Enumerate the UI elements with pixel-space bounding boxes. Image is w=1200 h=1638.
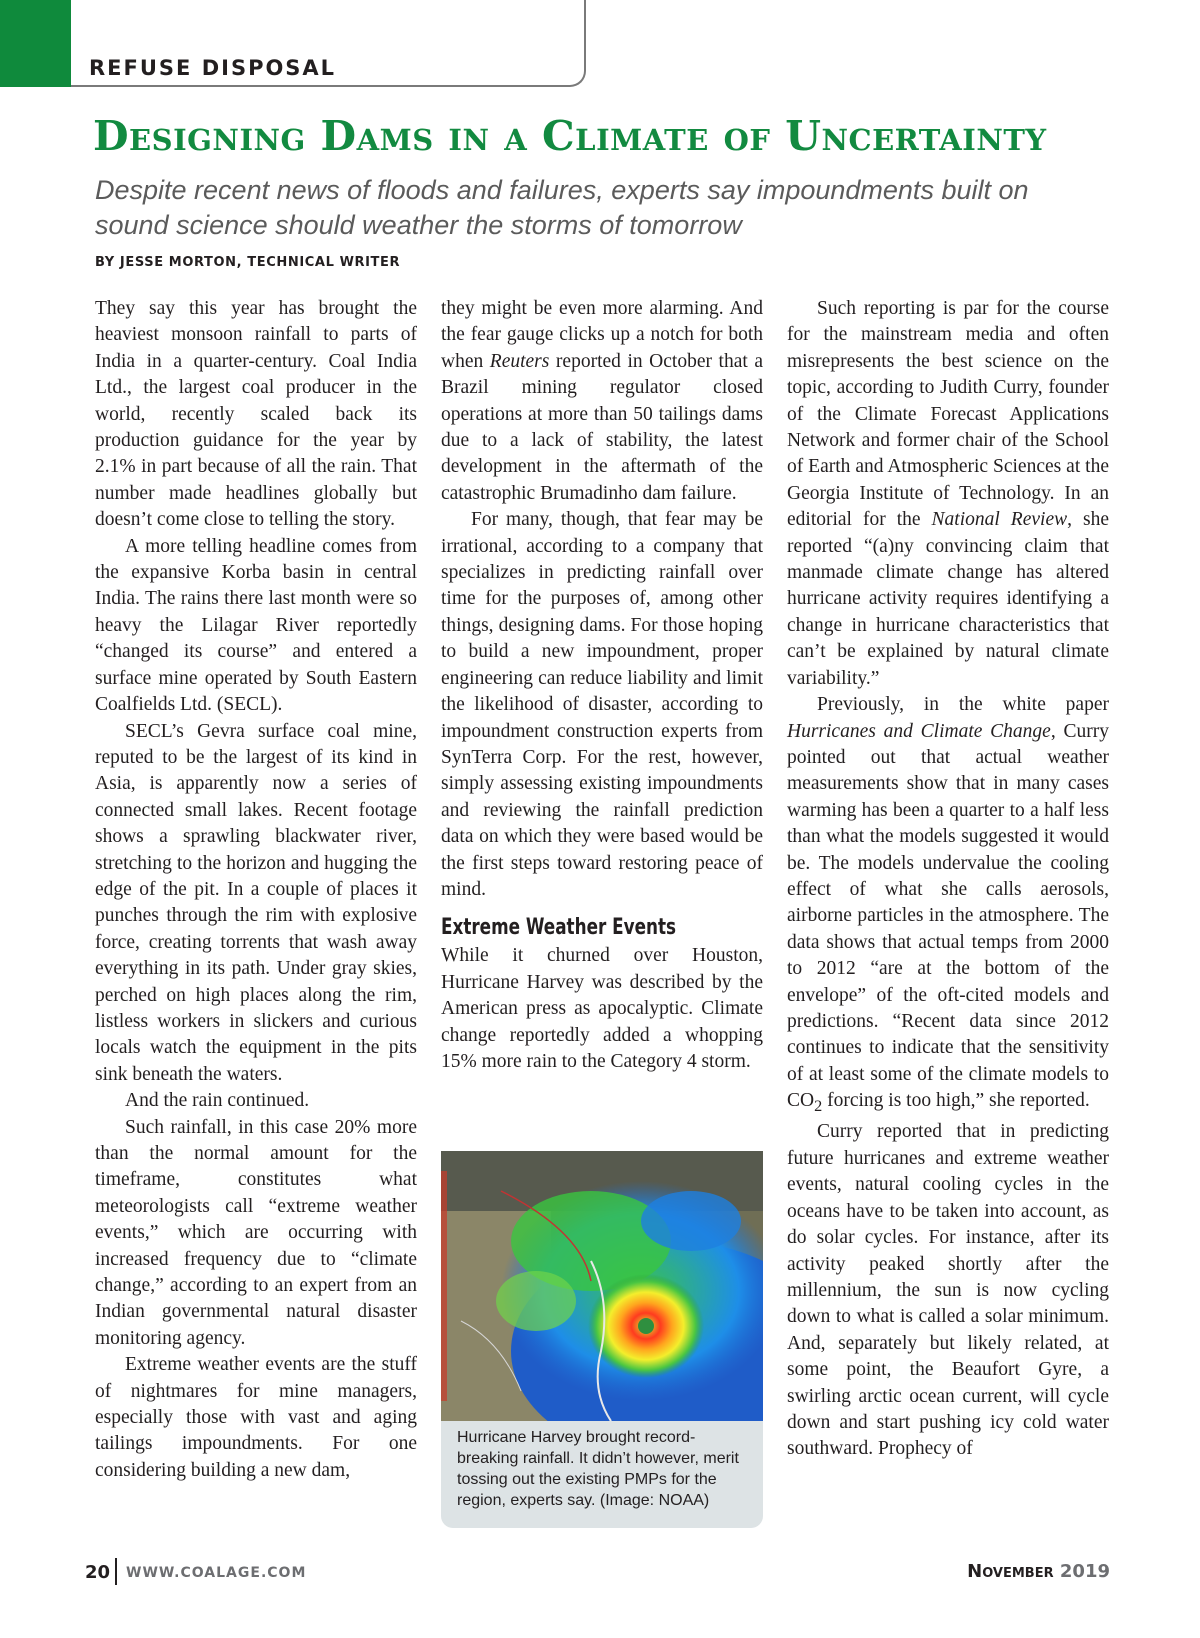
figure-caption: Hurricane Harvey brought record-breaking rainfall. It didn’t however, merit tossing out the existing PMPs for the region, experts say. (Image: NOAA) — [457, 1429, 739, 1509]
footer-divider — [115, 1558, 117, 1585]
paper-title: Hurricanes and Climate Change — [787, 720, 1051, 742]
publication-name: Reuters — [489, 350, 550, 372]
hurricane-radar-image — [441, 1151, 763, 1421]
paragraph: They say this year has brought the heaviest monsoon rainfall to parts of India in a quarter-century. Coal India Ltd., the largest coal producer in the world, recently scaled back its production guidance for the year by 2.1% in part because of all the rain. That number made headlines globally but doesn’t come close to telling the story. — [95, 298, 417, 531]
article-column-1 — [95, 296, 417, 1484]
text-run: Previously, in the white paper — [817, 694, 1109, 716]
text-run: , she reported “(a)ny convincing claim that manmade climate change has altered hurricane activity requires identifying a change in hurricane characteristics that can’t be explained by natural climate variability.” — [787, 509, 1109, 689]
article-column-3 — [787, 296, 1109, 1463]
issue-date — [967, 1561, 1110, 1582]
paragraph: Extreme weather events are the stuff of nightmares for mine managers, especially those with vast and aging tailings impoundments. For one considering building a new dam, — [95, 1354, 417, 1481]
paragraph — [787, 692, 1109, 1119]
section-subhead: Extreme Weather Events — [441, 915, 677, 941]
footer-website-link[interactable]: WWW.COALAGE.COM — [126, 1565, 307, 1581]
radar-map-graphic — [441, 1151, 763, 1421]
text-run: reported in October that a Brazil mining regulator closed operations at more than 50 tailings dams due to a lack of stability, the latest development in the aftermath of the catastrophic Brumadinho dam failure. — [441, 350, 763, 504]
section-label: REFUSE DISPOSAL — [89, 56, 337, 80]
text-run: Such reporting is par for the course for the mainstream media and often misrepresents the best science on the topic, according to Judith Curry, founder of the Climate Forecast Applications Network and former chair of the School of Earth and Atmospheric Sciences at the Georgia Institute of Technology. In an editorial for the — [787, 298, 1109, 531]
publication-name: National Review — [931, 509, 1068, 531]
paragraph: While it churned over Houston, Hurricane Harvey was described by the American press as apocalyptic. Climate change reportedly added a whopping 15% more rain to the Category 4 storm. — [441, 945, 763, 1072]
text-run: forcing is too high,” she reported. — [822, 1090, 1090, 1112]
subscript: 2 — [814, 1097, 823, 1116]
article-title: Designing Dams in a Climate of Uncertainty — [93, 112, 1047, 160]
article-byline: BY JESSE MORTON, TECHNICAL WRITER — [95, 255, 401, 270]
paragraph: SECL’s Gevra surface coal mine, reputed to be the largest of its kind in Asia, is apparently now a series of connected small lakes. Recent footage shows a sprawling blackwater river, stretching to the horizon and hugging the edge of the pit. In a couple of places it punches through the rim with explosive force, creating torrents that wash away everything in its path. Under gray skies, perched on high places along the rim, listless workers in slickers and curious locals watch the equipment in the pits sink beneath the waters. — [95, 720, 417, 1085]
paragraph: And the rain continued. — [125, 1090, 310, 1112]
article-column-2 — [441, 296, 763, 1075]
issue-year: 2019 — [1059, 1561, 1110, 1582]
page-number: 20 — [85, 1562, 111, 1583]
paragraph — [441, 296, 763, 507]
paragraph: A more telling headline comes from the expansive Korba basin in central India. The rains there last month were so heavy the Lilagar River reportedly “changed its course” and entered a surface mine operated by South Eastern Coalfields Ltd. (SECL). — [95, 535, 417, 716]
section-color-block — [0, 0, 71, 87]
paragraph: For many, though, that fear may be irrational, according to a company that specializes in predicting rainfall over time for the purposes of, among other things, designing dams. For those hoping to build a new impoundment, proper engineering can reduce liability and limit the likelihood of disaster, according to impoundment construction experts from SynTerra Corp. For the rest, however, simply assessing existing impoundments and reviewing the rainfall prediction data on which they were based would be the first steps toward restoring peace of mind. — [441, 509, 763, 900]
issue-month: November — [967, 1561, 1054, 1582]
paragraph: Curry reported that in predicting future hurricanes and extreme weather events, natural cooling cycles in the oceans have to be taken into account, as do solar cycles. For instance, after its activity peaked shortly after the millennium, the sun is now cycling down to what is called a solar minimum. And, separately but likely related, at some point, the Beaufort Gyre, a swirling arctic ocean current, will cycle down and start pushing icy cold water southward. Prophecy of — [787, 1121, 1109, 1460]
article-dek: Despite recent news of floods and failures, experts say impoundments built on sound science should weather the storms of tomorrow — [95, 175, 1029, 240]
paragraph: Such rainfall, in this case 20% more than the normal amount for the timeframe, constitutes what meteorologists call “extreme weather events,” which are occurring with increased frequency due to “climate change,” according to an expert from an Indian governmental natural disaster monitoring agency. — [95, 1116, 417, 1349]
text-run: , Curry pointed out that actual weather measurements show that in many cases warming has been a quarter to a half less than what the models suggested it would be. The models undervalue the cooling effect of what she calls aerosols, airborne particles in the atmosphere. The data shows that actual temps from 2000 to 2012 “are at the bottom of the envelope” of the oft-cited models and predictions. “Recent data since 2012 continues to indicate that the sensitivity of at least some of the climate models to CO — [787, 720, 1109, 1112]
text-run: they might be even more alarming. And the fear gauge clicks up a notch for both when — [441, 298, 763, 372]
paragraph — [787, 296, 1109, 692]
figure-hurricane-harvey — [441, 1151, 763, 1528]
